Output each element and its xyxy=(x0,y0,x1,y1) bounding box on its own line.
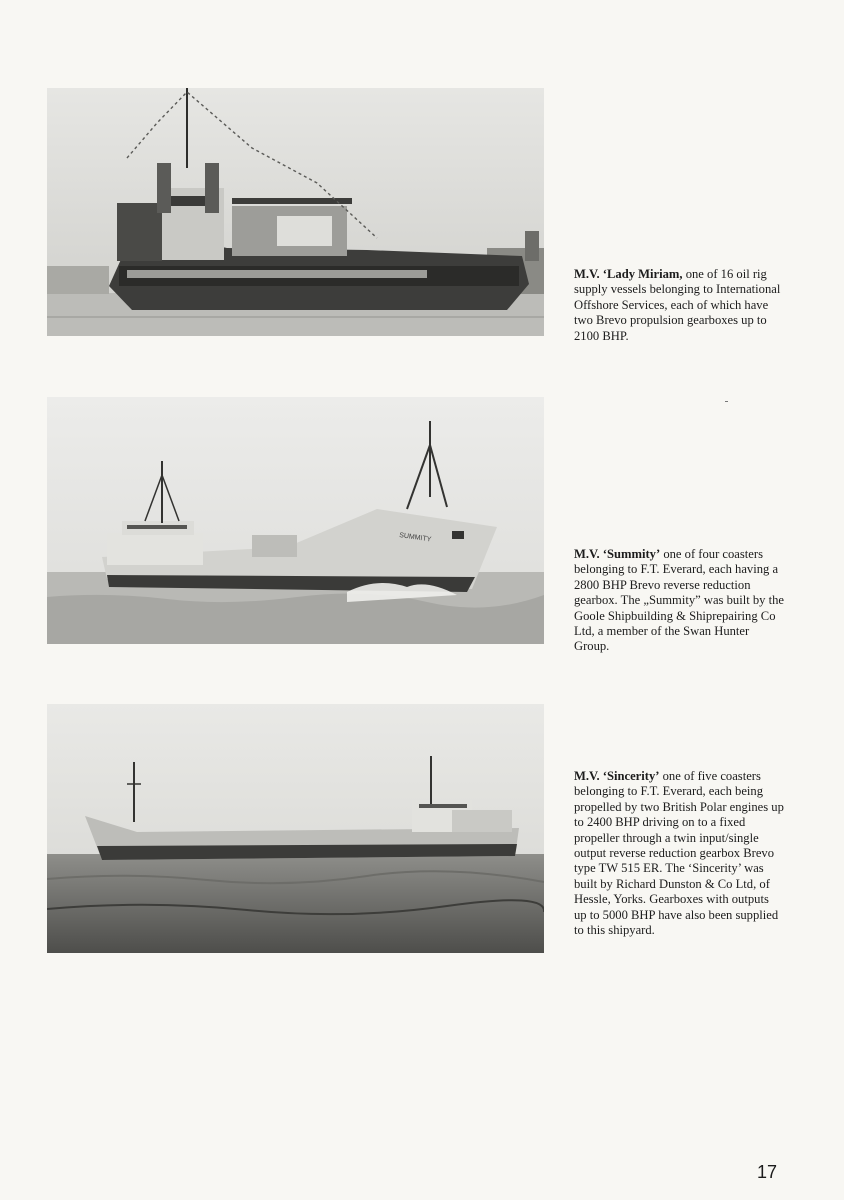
photo-lady-miriam xyxy=(47,88,544,336)
caption-lead: M.V. ‘Summity’ xyxy=(574,547,661,561)
caption-lead: M.V. ‘Lady Miriam, xyxy=(574,267,683,281)
caption-lead: M.V. ‘Sincerity’ xyxy=(574,769,660,783)
caption-sincerity xyxy=(574,769,784,938)
caption-body: one of four coasters belonging to F.T. Everard, each having a 2800 BHP Brevo reverse reduction gearbox. The „Summity” was built by the Goole Shipbuilding & Shiprepairing Co Ltd, a member of the Swan Hunter Group. xyxy=(574,547,784,654)
photo-sincerity xyxy=(47,704,544,953)
sincerity-image xyxy=(47,704,544,953)
paper-speck xyxy=(725,401,728,402)
summity-image xyxy=(47,397,544,644)
caption-body: one of five coasters belonging to F.T. Everard, each being propelled by two British Polar engines up to 2400 BHP driving on to a fixed propeller through a twin input/single output reverse reduction gearbox Brevo type TW 515 ER. The ‘Sincerity’ was built by Richard Dunston & Co Ltd, of Hessle, Yorks. Gearboxes with outputs up to 5000 BHP have also been supplied to this shipyard. xyxy=(574,769,784,938)
lady-miriam-image xyxy=(47,88,544,336)
caption-lady-miriam xyxy=(574,267,784,344)
caption-summity xyxy=(574,547,784,655)
photo-summity xyxy=(47,397,544,644)
page-number: 17 xyxy=(757,1162,778,1182)
caption-body: one of 16 oil rig supply vessels belonging to International Offshore Services, each of which have two Brevo propulsion gearboxes up to 2100 BHP. xyxy=(574,267,781,343)
hull-name: SUMMITY xyxy=(398,532,432,544)
